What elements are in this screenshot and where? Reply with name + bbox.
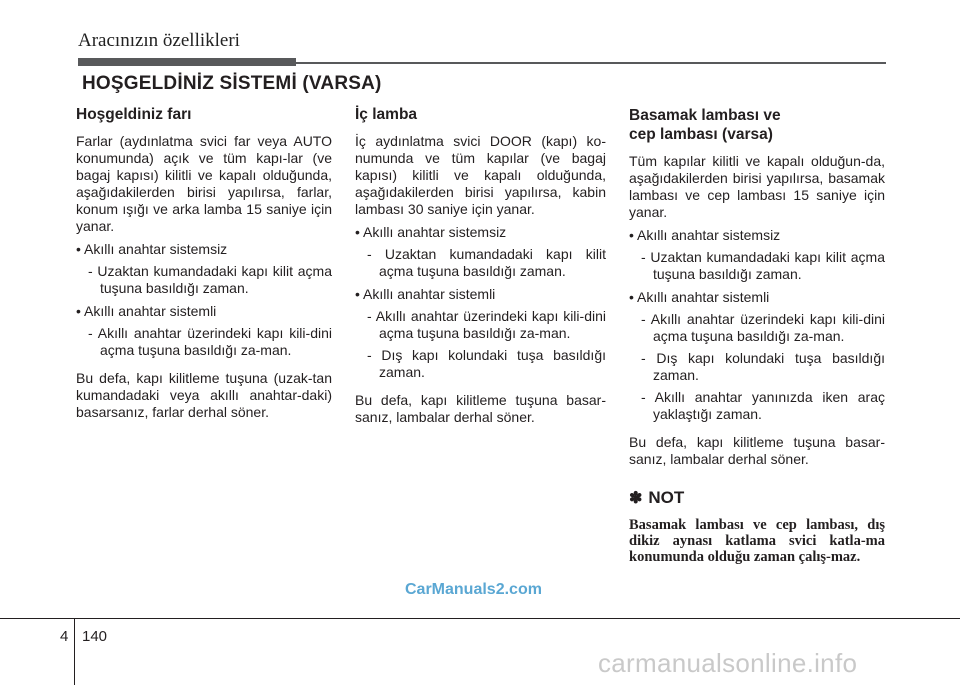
step-lamp-heading-line2: cep lambası (varsa)	[629, 126, 773, 143]
column-welcome-light	[76, 106, 332, 421]
sub-smart-key-unlock: - Akıllı anahtar üzerindeki kapı kili-dini açma tuşuna basıldığı za-man.	[367, 308, 606, 341]
sub-smart-key-unlock: - Akıllı anahtar üzerindeki kapı kili-dini açma tuşuna basıldığı za-man.	[641, 311, 885, 344]
note-title	[629, 488, 885, 509]
bullet-without-smart-key: • Akıllı anahtar sistemsiz	[629, 227, 781, 243]
watermark-carmanuals2[interactable]: CarManuals2.com	[405, 581, 542, 598]
header-rule	[296, 62, 886, 64]
page-number: 140	[82, 628, 108, 645]
interior-lamp-intro: İç aydınlatma svici DOOR (kapı) ko-numunda ve tüm kapılar (ve bagaj kapısı) kilitli ve kapalı olduğunda, aşağıdakilerden birisi yapılırsa, kabin lambası 30 saniye için yanar.	[355, 133, 606, 217]
bullet-with-smart-key: • Akıllı anahtar sistemli	[629, 289, 770, 305]
note-star-icon: ✽	[629, 490, 643, 507]
interior-lamp-heading: İç lamba	[355, 106, 418, 123]
sub-outside-handle: - Dış kapı kolundaki tuşa basıldığı zaman.	[367, 347, 606, 380]
welcome-light-intro: Farlar (aydınlatma svici far veya AUTO konumunda) açık ve tüm kapı-lar (ve bagaj kapısı) kilitli ve kapalı olduğunda, aşağıdakilerden birisi yapılırsa, farlar, konum ışığı ve arka lamba 15 saniye için yanar.	[76, 133, 332, 234]
welcome-light-outro: Bu defa, kapı kilitleme tuşuna (uzak-tan kumandadaki veya akıllı anahtar-daki) basarsanız, farlar derhal söner.	[76, 370, 332, 420]
chapter-title: Aracınızın özellikleri	[78, 30, 240, 51]
note-label: NOT	[648, 488, 685, 507]
step-lamp-heading	[629, 106, 885, 144]
sub-remote-unlock: - Uzaktan kumandadaki kapı kilit açma tuşuna basıldığı zaman.	[367, 246, 606, 279]
bullet-without-smart-key: • Akıllı anahtar sistemsiz	[355, 224, 507, 240]
step-lamp-outro: Bu defa, kapı kilitleme tuşuna basar-sanız, lambalar derhal söner.	[629, 434, 885, 467]
bullet-with-smart-key: • Akıllı anahtar sistemli	[355, 286, 496, 302]
column-step-lamp	[629, 106, 885, 565]
column-interior-lamp	[355, 106, 606, 426]
bullet-with-smart-key: • Akıllı anahtar sistemli	[76, 303, 217, 319]
footer-rule	[0, 618, 960, 619]
note-text: Basamak lambası ve cep lambası, dış dikiz aynası katlama svici katla-ma konumunda olduğu zaman çalış-maz.	[629, 517, 885, 565]
sub-smart-key-unlock: - Akıllı anahtar üzerindeki kapı kili-dini açma tuşuna basıldığı za-man.	[88, 325, 332, 358]
sub-approach: - Akıllı anahtar yanınızda iken araç yaklaştığı zaman.	[641, 389, 885, 422]
chapter-number: 4	[60, 628, 69, 645]
step-lamp-intro: Tüm kapılar kilitli ve kapalı olduğun-da, aşağıdakilerden birisi yapılırsa, basamak lambası ve cep lambası 15 saniye için yanar.	[629, 153, 885, 220]
watermark-carmanualsonline: carmanualsonline.info	[598, 648, 858, 678]
step-lamp-heading-line1: Basamak lambası ve	[629, 107, 781, 124]
bullet-without-smart-key: • Akıllı anahtar sistemsiz	[76, 241, 228, 257]
welcome-light-heading: Hoşgeldiniz farı	[76, 106, 192, 123]
section-title: HOŞGELDİNİZ SİSTEMİ (VARSA)	[82, 73, 382, 94]
sub-remote-unlock: - Uzaktan kumandadaki kapı kilit açma tuşuna basıldığı zaman.	[641, 249, 885, 282]
sub-remote-unlock: - Uzaktan kumandadaki kapı kilit açma tuşuna basıldığı zaman.	[88, 263, 332, 296]
sub-outside-handle: - Dış kapı kolundaki tuşa basıldığı zaman.	[641, 350, 885, 383]
footer-divider	[74, 618, 75, 685]
interior-lamp-outro: Bu defa, kapı kilitleme tuşuna basar-sanız, lambalar derhal söner.	[355, 392, 606, 425]
header-bar	[78, 58, 296, 66]
